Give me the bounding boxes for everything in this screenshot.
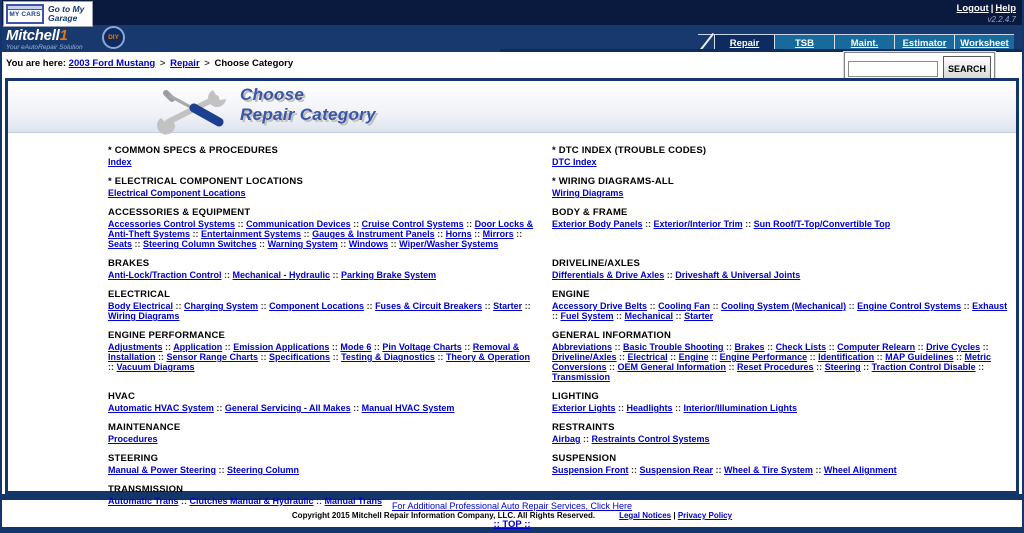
link-separator: :: bbox=[522, 301, 531, 311]
tab-estimator-link[interactable]: Estimator bbox=[902, 38, 947, 49]
link-separator: :: bbox=[162, 342, 174, 352]
category-heading: MAINTENANCE bbox=[108, 422, 181, 433]
link-separator: :: bbox=[222, 342, 234, 352]
category-link[interactable]: Mirrors bbox=[482, 229, 514, 239]
category-link[interactable]: Cooling Fan bbox=[658, 301, 711, 311]
category-link[interactable]: Manual Trans bbox=[324, 496, 383, 506]
link-separator: :: bbox=[190, 229, 202, 239]
category-link[interactable]: Mode 6 bbox=[340, 342, 372, 352]
category-link[interactable]: Electrical Component Locations bbox=[108, 188, 246, 198]
link-separator: :: bbox=[672, 403, 684, 413]
link-separator: :: bbox=[301, 229, 313, 239]
link-separator: :: bbox=[580, 434, 592, 444]
category-links bbox=[552, 465, 1010, 475]
category-link[interactable]: OEM General Information bbox=[617, 362, 727, 372]
category-cell-right bbox=[552, 289, 1016, 321]
tab-estimator[interactable] bbox=[894, 35, 954, 49]
search-button[interactable]: SEARCH bbox=[943, 56, 991, 81]
category-heading: ACCESSORIES & EQUIPMENT bbox=[108, 207, 251, 218]
category-grid bbox=[8, 133, 1016, 506]
link-separator: :: bbox=[612, 342, 624, 352]
category-link[interactable]: Check Lists bbox=[775, 342, 827, 352]
link-separator: :: bbox=[173, 301, 185, 311]
category-link[interactable]: Suspension Front bbox=[552, 465, 629, 475]
footer-divider: | bbox=[673, 511, 676, 520]
category-link[interactable]: Cruise Control Systems bbox=[361, 219, 464, 229]
main-tabs bbox=[698, 34, 1014, 49]
category-links bbox=[108, 342, 536, 372]
logo-one: 1 bbox=[59, 27, 68, 44]
category-heading: STEERING bbox=[108, 453, 159, 464]
category-heading: * COMMON SPECS & PROCEDURES bbox=[108, 145, 279, 156]
category-link[interactable]: Exterior Body Panels bbox=[552, 219, 643, 229]
additional-services-link[interactable]: For Additional Professional Auto Repair Services, Click Here bbox=[391, 501, 633, 511]
category-cell-left bbox=[108, 289, 552, 321]
category-link[interactable]: Headlights bbox=[626, 403, 673, 413]
link-separator: :: bbox=[961, 301, 973, 311]
category-row bbox=[108, 330, 1016, 382]
category-link[interactable]: Fuses & Circuit Breakers bbox=[375, 301, 483, 311]
category-link[interactable]: Vacuum Diagrams bbox=[116, 362, 195, 372]
category-heading: * ELECTRICAL COMPONENT LOCATIONS bbox=[108, 176, 303, 187]
category-link[interactable]: Exterior/Interior Trim bbox=[653, 219, 743, 229]
category-link[interactable]: Testing & Diagnostics bbox=[341, 352, 435, 362]
category-link[interactable]: Fuel System bbox=[560, 311, 614, 321]
copyright-text: Copyright 2015 Mitchell Repair Information Company, LLC. All Rights Reserved. bbox=[291, 511, 596, 520]
category-link[interactable]: Electrical bbox=[627, 352, 668, 362]
category-links bbox=[552, 157, 1010, 167]
category-row bbox=[108, 258, 1016, 280]
category-link[interactable]: Brakes bbox=[734, 342, 765, 352]
category-row bbox=[108, 422, 1016, 444]
category-heading: GENERAL INFORMATION bbox=[552, 330, 672, 341]
category-link[interactable]: Starter bbox=[684, 311, 714, 321]
page-header-banner bbox=[8, 81, 1016, 133]
category-cell-right bbox=[552, 207, 1016, 249]
category-link[interactable]: MAP Guidelines bbox=[885, 352, 954, 362]
category-heading: LIGHTING bbox=[552, 391, 599, 402]
category-cell-left bbox=[108, 422, 552, 444]
category-links bbox=[108, 465, 536, 475]
category-link[interactable]: Basic Trouble Shooting bbox=[623, 342, 724, 352]
go-to-my-garage-label: Go to My Garage bbox=[48, 4, 85, 23]
my-cars-plate-label: MY CARS bbox=[9, 11, 41, 18]
link-separator: :: bbox=[258, 352, 270, 362]
category-link[interactable]: Automatic Trans bbox=[108, 496, 179, 506]
category-links bbox=[108, 301, 536, 321]
tab-maint-link[interactable]: Maint. bbox=[850, 38, 879, 49]
link-separator: :: bbox=[723, 342, 735, 352]
category-link[interactable]: Driveline/Axles bbox=[552, 352, 617, 362]
top-link[interactable]: :: TOP :: bbox=[493, 519, 531, 530]
link-separator: :: bbox=[434, 229, 446, 239]
top-utility-bar bbox=[0, 0, 1024, 25]
logo-tagline: Your eAutoRepair Solution bbox=[6, 44, 83, 51]
link-separator: :: bbox=[742, 219, 754, 229]
link-separator: :: bbox=[463, 219, 475, 229]
window-edge-left bbox=[0, 0, 2, 533]
category-link[interactable]: Sensor Range Charts bbox=[166, 352, 259, 362]
category-cell-right bbox=[552, 453, 1016, 475]
link-separator: :: bbox=[613, 311, 625, 321]
category-link[interactable]: Automatic HVAC System bbox=[108, 403, 214, 413]
category-cell-left bbox=[108, 258, 552, 280]
category-link[interactable]: Clutches Manual & Hydraulic bbox=[189, 496, 314, 506]
category-link[interactable]: Entertainment Systems bbox=[201, 229, 302, 239]
link-separator: :: bbox=[388, 239, 400, 249]
category-row bbox=[108, 484, 1016, 506]
tab-tsb[interactable] bbox=[774, 35, 834, 49]
link-separator: :: bbox=[647, 301, 659, 311]
category-link[interactable]: Steering Column Switches bbox=[143, 239, 257, 249]
category-link[interactable]: Airbag bbox=[552, 434, 581, 444]
category-heading: RESTRAINTS bbox=[552, 422, 615, 433]
category-link[interactable]: Anti-Lock/Traction Control bbox=[108, 270, 222, 280]
category-link[interactable]: Engine bbox=[678, 352, 709, 362]
session-area bbox=[957, 3, 1016, 24]
link-separator: :: bbox=[258, 301, 270, 311]
category-link[interactable]: Warning System bbox=[267, 239, 338, 249]
link-separator: :: bbox=[673, 311, 685, 321]
category-link[interactable]: Wiper/Washer Systems bbox=[399, 239, 499, 249]
link-separator: :: bbox=[213, 403, 225, 413]
link-separator: :: bbox=[813, 362, 825, 372]
category-link[interactable]: Interior/Illumination Lights bbox=[683, 403, 798, 413]
link-separator: :: bbox=[874, 352, 886, 362]
link-separator: :: bbox=[664, 270, 676, 280]
category-row bbox=[108, 176, 1016, 198]
my-cars-plate-icon bbox=[6, 4, 44, 24]
category-heading: SUSPENSION bbox=[552, 453, 617, 464]
category-link[interactable]: Theory & Operation bbox=[445, 352, 530, 362]
category-cell-right bbox=[552, 258, 1016, 280]
category-link[interactable]: Application bbox=[173, 342, 223, 352]
link-separator: :: bbox=[235, 219, 247, 229]
category-cell-right bbox=[552, 330, 1016, 382]
link-separator: :: bbox=[667, 352, 679, 362]
link-separator: :: bbox=[615, 403, 627, 413]
category-link[interactable]: Seats bbox=[108, 239, 133, 249]
category-links bbox=[108, 219, 536, 249]
category-links bbox=[552, 342, 1010, 382]
category-cell-right bbox=[552, 176, 1016, 198]
category-link[interactable]: Specifications bbox=[269, 352, 331, 362]
category-cell-left bbox=[108, 176, 552, 198]
link-separator: :: bbox=[132, 239, 144, 249]
category-links bbox=[552, 270, 1010, 280]
go-to-my-garage-button[interactable] bbox=[3, 1, 93, 27]
category-link[interactable]: Emission Applications bbox=[233, 342, 330, 352]
link-separator: :: bbox=[616, 352, 628, 362]
category-link[interactable]: Removal & Installation bbox=[108, 342, 520, 362]
category-cell-right bbox=[552, 145, 1016, 167]
category-cell-left bbox=[108, 145, 552, 167]
link-separator: :: bbox=[807, 352, 819, 362]
category-link[interactable]: Charging System bbox=[184, 301, 259, 311]
category-link[interactable]: Starter bbox=[493, 301, 523, 311]
category-heading: TRANSMISSION bbox=[108, 484, 184, 495]
category-link[interactable]: Horns bbox=[445, 229, 472, 239]
category-row bbox=[108, 391, 1016, 413]
link-separator: :: bbox=[710, 301, 722, 311]
link-separator: :: bbox=[221, 270, 233, 280]
link-separator: :: bbox=[434, 352, 446, 362]
category-row bbox=[108, 289, 1016, 321]
category-links bbox=[552, 301, 1010, 321]
category-link[interactable]: Parking Brake System bbox=[341, 270, 437, 280]
category-link[interactable]: Wiring Diagrams bbox=[108, 311, 180, 321]
category-link[interactable]: Steering Column bbox=[227, 465, 300, 475]
category-link[interactable]: Door Locks & Anti-Theft Systems bbox=[108, 219, 534, 239]
category-cell-right bbox=[552, 484, 1016, 506]
category-link[interactable]: DTC Index bbox=[552, 157, 597, 167]
link-separator: :: bbox=[178, 496, 190, 506]
category-link[interactable]: Mechanical - Hydraulic bbox=[232, 270, 331, 280]
category-link[interactable]: Index bbox=[108, 157, 132, 167]
category-link[interactable]: Manual & Power Steering bbox=[108, 465, 217, 475]
category-link[interactable]: Communication Devices bbox=[246, 219, 351, 229]
category-link[interactable]: General Servicing - All Makes bbox=[224, 403, 351, 413]
link-separator: :: bbox=[915, 342, 927, 352]
breadcrumb-vehicle-link[interactable]: 2003 Ford Mustang bbox=[68, 58, 156, 69]
category-cell-right bbox=[552, 422, 1016, 444]
category-link[interactable]: Wiring Diagrams bbox=[552, 188, 624, 198]
category-links bbox=[552, 403, 1010, 413]
link-separator: :: bbox=[764, 342, 776, 352]
category-link[interactable]: Suspension Rear bbox=[639, 465, 714, 475]
category-link[interactable]: Procedures bbox=[108, 434, 158, 444]
logo-text: Mitchell bbox=[6, 27, 60, 44]
category-link[interactable]: Computer Relearn bbox=[837, 342, 916, 352]
category-link[interactable]: Engine Performance bbox=[719, 352, 808, 362]
breadcrumb-row bbox=[0, 52, 1024, 78]
tab-diagonal-decoration bbox=[698, 35, 714, 49]
link-separator: :: bbox=[713, 465, 725, 475]
link-separator: :: bbox=[371, 342, 383, 352]
breadcrumb-separator: > bbox=[159, 58, 166, 69]
category-link[interactable]: Manual HVAC System bbox=[361, 403, 455, 413]
category-heading: ENGINE bbox=[552, 289, 590, 300]
category-cell-left bbox=[108, 330, 552, 382]
link-separator: :: bbox=[216, 465, 228, 475]
category-link[interactable]: Gauges & Instrument Panels bbox=[312, 229, 435, 239]
breadcrumb-separator: > bbox=[204, 58, 210, 69]
category-link[interactable]: Exterior Lights bbox=[552, 403, 616, 413]
category-heading: ELECTRICAL bbox=[108, 289, 171, 300]
link-separator: :: bbox=[330, 270, 342, 280]
link-separator: :: bbox=[642, 219, 654, 229]
category-links bbox=[552, 434, 1010, 444]
link-separator: :: bbox=[846, 301, 858, 311]
link-separator: :: bbox=[329, 342, 341, 352]
version-label: v2.2.4.7 bbox=[987, 15, 1016, 24]
mitchell1-logo bbox=[6, 27, 83, 51]
category-link[interactable]: Cooling System (Mechanical) bbox=[721, 301, 847, 311]
link-separator: :: bbox=[330, 352, 342, 362]
category-link[interactable]: Traction Control Disable bbox=[871, 362, 976, 372]
category-link[interactable]: Reset Procedures bbox=[737, 362, 814, 372]
link-separator: :: bbox=[975, 362, 985, 372]
tab-tsb-link[interactable]: TSB bbox=[795, 38, 814, 49]
breadcrumb-repair-link[interactable]: Repair bbox=[170, 58, 200, 69]
category-link[interactable]: Mechanical bbox=[624, 311, 674, 321]
link-separator: :: bbox=[513, 229, 523, 239]
diy-badge: DIY bbox=[102, 26, 125, 49]
category-link[interactable]: Exhaust bbox=[972, 301, 1008, 311]
category-link[interactable]: Metric Conversions bbox=[552, 352, 991, 372]
category-link[interactable]: Accessory Drive Belts bbox=[552, 301, 648, 311]
category-links bbox=[552, 219, 1010, 229]
category-link[interactable]: Transmission bbox=[552, 372, 611, 382]
category-links bbox=[552, 188, 1010, 198]
link-separator: :: bbox=[552, 311, 561, 321]
category-link[interactable]: Sun Roof/T-Top/Convertible Top bbox=[753, 219, 891, 229]
category-link[interactable]: Restraints Control Systems bbox=[591, 434, 710, 444]
category-link[interactable]: Differentials & Drive Axles bbox=[552, 270, 665, 280]
tab-worksheet-link[interactable]: Worksheet bbox=[960, 38, 1009, 49]
link-separator: :: bbox=[980, 342, 989, 352]
link-separator: :: bbox=[313, 496, 325, 506]
category-cell-left bbox=[108, 391, 552, 413]
help-link[interactable]: Help bbox=[995, 3, 1016, 14]
category-row bbox=[108, 145, 1016, 167]
link-separator: :: bbox=[364, 301, 376, 311]
category-link[interactable]: Driveshaft & Universal Joints bbox=[675, 270, 801, 280]
category-link[interactable]: Pin Voltage Charts bbox=[382, 342, 462, 352]
category-link[interactable]: Drive Cycles bbox=[926, 342, 981, 352]
link-separator: :: bbox=[826, 342, 838, 352]
category-heading: ENGINE PERFORMANCE bbox=[108, 330, 226, 341]
category-link[interactable]: Accessories Control Systems bbox=[108, 219, 236, 229]
privacy-policy-link[interactable]: Privacy Policy bbox=[677, 511, 733, 520]
link-separator: :: bbox=[628, 465, 640, 475]
category-links bbox=[108, 270, 536, 280]
category-heading: DRIVELINE/AXLES bbox=[552, 258, 640, 269]
category-cell-right bbox=[552, 391, 1016, 413]
link-separator: :: bbox=[350, 403, 362, 413]
session-divider: | bbox=[990, 3, 994, 14]
link-separator: :: bbox=[606, 362, 618, 372]
category-heading: HVAC bbox=[108, 391, 136, 402]
page-title-line2: Repair Category bbox=[240, 105, 376, 124]
category-link[interactable]: Engine Control Systems bbox=[857, 301, 962, 311]
category-link[interactable]: Steering bbox=[824, 362, 861, 372]
category-links bbox=[108, 403, 536, 413]
link-separator: :: bbox=[350, 219, 362, 229]
tab-repair[interactable] bbox=[714, 35, 774, 49]
link-separator: :: bbox=[471, 229, 483, 239]
page-title-line1: Choose bbox=[240, 85, 305, 104]
search-input[interactable] bbox=[848, 61, 938, 77]
category-links bbox=[108, 157, 536, 167]
category-link[interactable]: Wheel & Tire System bbox=[724, 465, 813, 475]
category-link[interactable]: Abbreviations bbox=[552, 342, 613, 352]
category-link[interactable]: Windows bbox=[348, 239, 389, 249]
link-separator: :: bbox=[337, 239, 349, 249]
breadcrumb-current: Choose Category bbox=[214, 58, 294, 69]
link-separator: :: bbox=[726, 362, 738, 372]
category-cell-left bbox=[108, 484, 552, 506]
category-heading: * WIRING DIAGRAMS-ALL bbox=[552, 176, 674, 187]
crossed-tools-icon bbox=[158, 86, 230, 135]
category-heading: BRAKES bbox=[108, 258, 150, 269]
category-link[interactable]: Adjustments bbox=[108, 342, 163, 352]
tab-worksheet[interactable] bbox=[954, 35, 1014, 49]
link-separator: :: bbox=[155, 352, 167, 362]
category-row bbox=[108, 207, 1016, 249]
category-heading: BODY & FRAME bbox=[552, 207, 628, 218]
link-separator: :: bbox=[812, 465, 824, 475]
legal-notices-link[interactable]: Legal Notices bbox=[619, 511, 672, 520]
category-link[interactable]: Wheel Alignment bbox=[823, 465, 897, 475]
link-separator: :: bbox=[708, 352, 720, 362]
breadcrumb-prefix: You are here: bbox=[6, 58, 67, 69]
breadcrumb bbox=[6, 58, 293, 69]
tab-repair-link[interactable]: Repair bbox=[729, 38, 760, 49]
category-heading: * DTC INDEX (TROUBLE CODES) bbox=[552, 145, 707, 156]
link-separator: :: bbox=[482, 301, 494, 311]
page-title bbox=[240, 85, 376, 125]
category-cell-left bbox=[108, 207, 552, 249]
link-separator: :: bbox=[461, 342, 473, 352]
category-links bbox=[108, 496, 536, 506]
category-link[interactable]: Identification bbox=[818, 352, 875, 362]
logout-link[interactable]: Logout bbox=[956, 3, 989, 14]
category-links bbox=[108, 188, 536, 198]
category-row bbox=[108, 453, 1016, 475]
brand-nav-bar bbox=[0, 25, 1024, 52]
link-separator: :: bbox=[953, 352, 965, 362]
link-separator: :: bbox=[256, 239, 268, 249]
category-link[interactable]: Component Locations bbox=[269, 301, 365, 311]
tab-maint[interactable] bbox=[834, 35, 894, 49]
link-separator: :: bbox=[860, 362, 872, 372]
category-cell-left bbox=[108, 453, 552, 475]
category-link[interactable]: Body Electrical bbox=[108, 301, 174, 311]
category-links bbox=[108, 434, 536, 444]
link-separator: :: bbox=[108, 362, 117, 372]
